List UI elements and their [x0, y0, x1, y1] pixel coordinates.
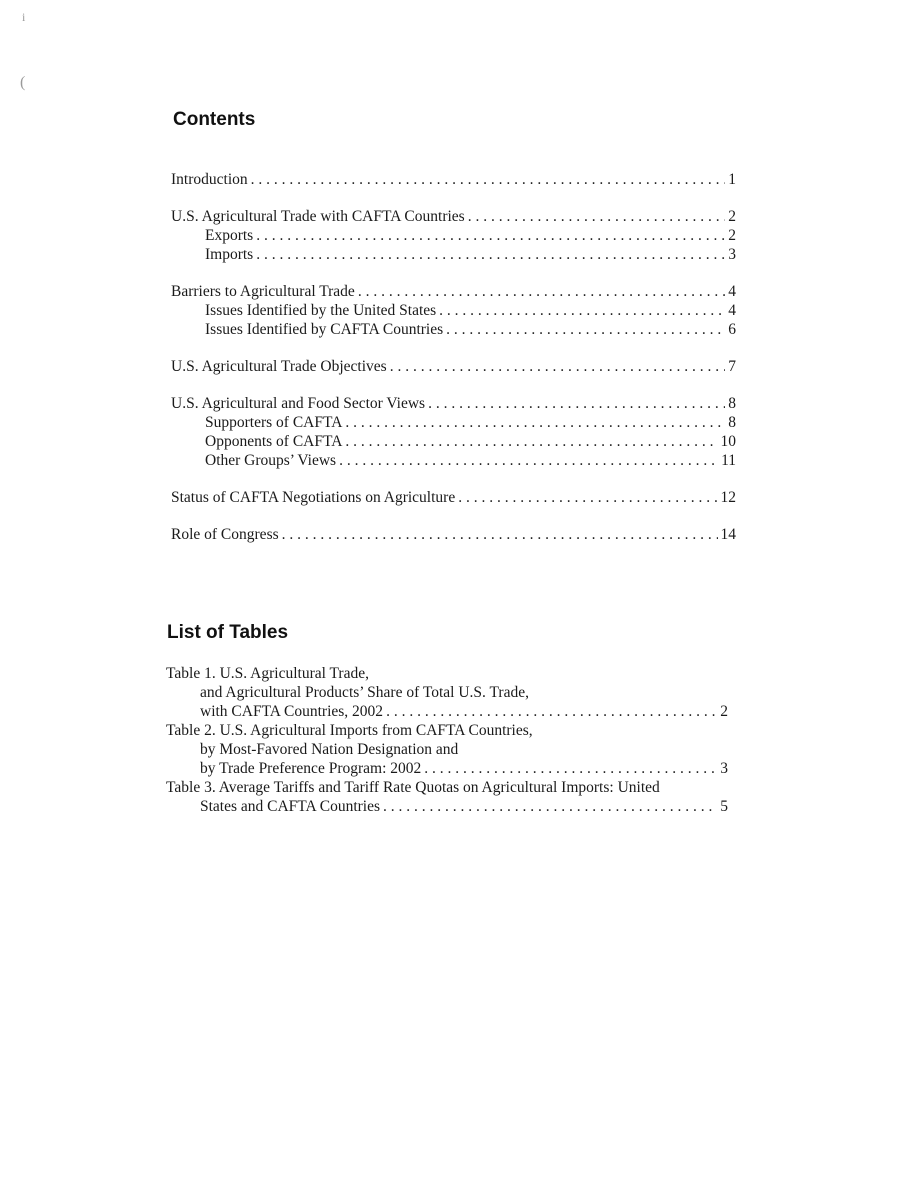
dot-leader	[345, 413, 725, 432]
dot-leader	[428, 394, 725, 413]
toc-group-status	[171, 488, 736, 507]
toc-group-views	[171, 394, 736, 470]
toc-entry-page: 12	[720, 489, 736, 506]
table-entry-page: 2	[720, 703, 728, 720]
toc-entry-title: Exports	[205, 227, 254, 244]
toc-entry-page: 8	[728, 395, 736, 412]
toc-entry[interactable]	[171, 357, 736, 376]
toc-subentry[interactable]	[171, 451, 736, 470]
margin-scribble: (	[20, 74, 26, 91]
dot-leader	[446, 320, 725, 339]
toc-entry-page: 1	[728, 171, 736, 188]
table-entry-last-line	[166, 759, 728, 778]
table-entry-title: States and CAFTA Countries	[200, 798, 381, 815]
table-entry-title: by Trade Preference Program: 2002	[200, 760, 422, 777]
toc-entry-title: Status of CAFTA Negotiations on Agriculture	[171, 489, 456, 506]
toc-entry-title: Supporters of CAFTA	[205, 414, 343, 431]
toc-subentry[interactable]	[171, 245, 736, 264]
toc-entry-page: 7	[728, 358, 736, 375]
dot-leader	[282, 525, 718, 544]
dot-leader	[386, 702, 717, 721]
toc-entry-title: Role of Congress	[171, 526, 279, 543]
dot-leader	[256, 245, 725, 264]
table-entry-line: Table 3. Average Tariffs and Tariff Rate Quotas on Agricultural Imports: United	[166, 779, 660, 796]
dot-leader	[458, 488, 717, 507]
table-entry-last-line	[166, 797, 728, 816]
toc-subentry[interactable]	[171, 432, 736, 451]
toc-subentry[interactable]	[171, 413, 736, 432]
toc-group-congress	[171, 525, 736, 544]
toc-subentry[interactable]	[171, 301, 736, 320]
toc-entry[interactable]	[171, 525, 736, 544]
dot-leader	[383, 797, 717, 816]
toc-entry-page: 3	[728, 246, 736, 263]
toc-entry[interactable]	[171, 207, 736, 226]
table-entry-page: 3	[720, 760, 728, 777]
table-entry-2[interactable]	[166, 721, 728, 778]
toc-entry-title: U.S. Agricultural and Food Sector Views	[171, 395, 426, 412]
toc-entry-title: U.S. Agricultural Trade Objectives	[171, 358, 387, 375]
table-entry-line: Table 2. U.S. Agricultural Imports from CAFTA Countries,	[166, 722, 533, 739]
toc-group-trade	[171, 207, 736, 264]
dot-leader	[424, 759, 717, 778]
list-of-tables	[166, 664, 728, 816]
dot-leader	[468, 207, 726, 226]
dot-leader	[345, 432, 717, 451]
toc-entry-page: 2	[728, 227, 736, 244]
table-entry-last-line	[166, 702, 728, 721]
list-of-tables-heading: List of Tables	[167, 622, 289, 643]
dot-leader	[439, 301, 725, 320]
table-entry-page: 5	[720, 798, 728, 815]
toc-entry-page: 4	[728, 283, 736, 300]
toc-subentry[interactable]	[171, 320, 736, 339]
table-entry-3[interactable]	[166, 778, 728, 816]
toc-entry-title: Issues Identified by CAFTA Countries	[205, 321, 444, 338]
table-entry-line: and Agricultural Products’ Share of Total U.S. Trade,	[200, 684, 529, 701]
table-entry-line: by Most-Favored Nation Designation and	[200, 741, 459, 758]
toc-entry-title: Issues Identified by the United States	[205, 302, 437, 319]
dot-leader	[256, 226, 725, 245]
table-of-contents	[171, 170, 736, 562]
toc-entry-page: 8	[728, 414, 736, 431]
toc-entry-title: Opponents of CAFTA	[205, 433, 343, 450]
toc-entry[interactable]	[171, 488, 736, 507]
toc-entry[interactable]	[171, 394, 736, 413]
contents-heading: Contents	[173, 109, 256, 130]
toc-entry-title: Imports	[205, 246, 254, 263]
toc-group-objectives	[171, 357, 736, 376]
toc-group-introduction	[171, 170, 736, 189]
toc-entry[interactable]	[171, 170, 736, 189]
toc-entry[interactable]	[171, 282, 736, 301]
toc-entry-title: U.S. Agricultural Trade with CAFTA Countries	[171, 208, 465, 225]
toc-subentry[interactable]	[171, 226, 736, 245]
dot-leader	[358, 282, 725, 301]
margin-mark: i	[22, 10, 26, 24]
table-entry-line: Table 1. U.S. Agricultural Trade,	[166, 665, 369, 682]
toc-entry-title: Barriers to Agricultural Trade	[171, 283, 355, 300]
toc-entry-title: Other Groups’ Views	[205, 452, 337, 469]
table-entry-1[interactable]	[166, 664, 728, 721]
toc-entry-page: 4	[728, 302, 736, 319]
toc-entry-page: 10	[720, 433, 736, 450]
dot-leader	[251, 170, 726, 189]
dot-leader	[390, 357, 726, 376]
table-entry-title: with CAFTA Countries, 2002	[200, 703, 384, 720]
toc-entry-title: Introduction	[171, 171, 248, 188]
toc-entry-page: 11	[721, 452, 736, 469]
toc-entry-page: 14	[720, 526, 736, 543]
toc-entry-page: 6	[728, 321, 736, 338]
toc-entry-page: 2	[728, 208, 736, 225]
dot-leader	[339, 451, 718, 470]
toc-group-barriers	[171, 282, 736, 339]
